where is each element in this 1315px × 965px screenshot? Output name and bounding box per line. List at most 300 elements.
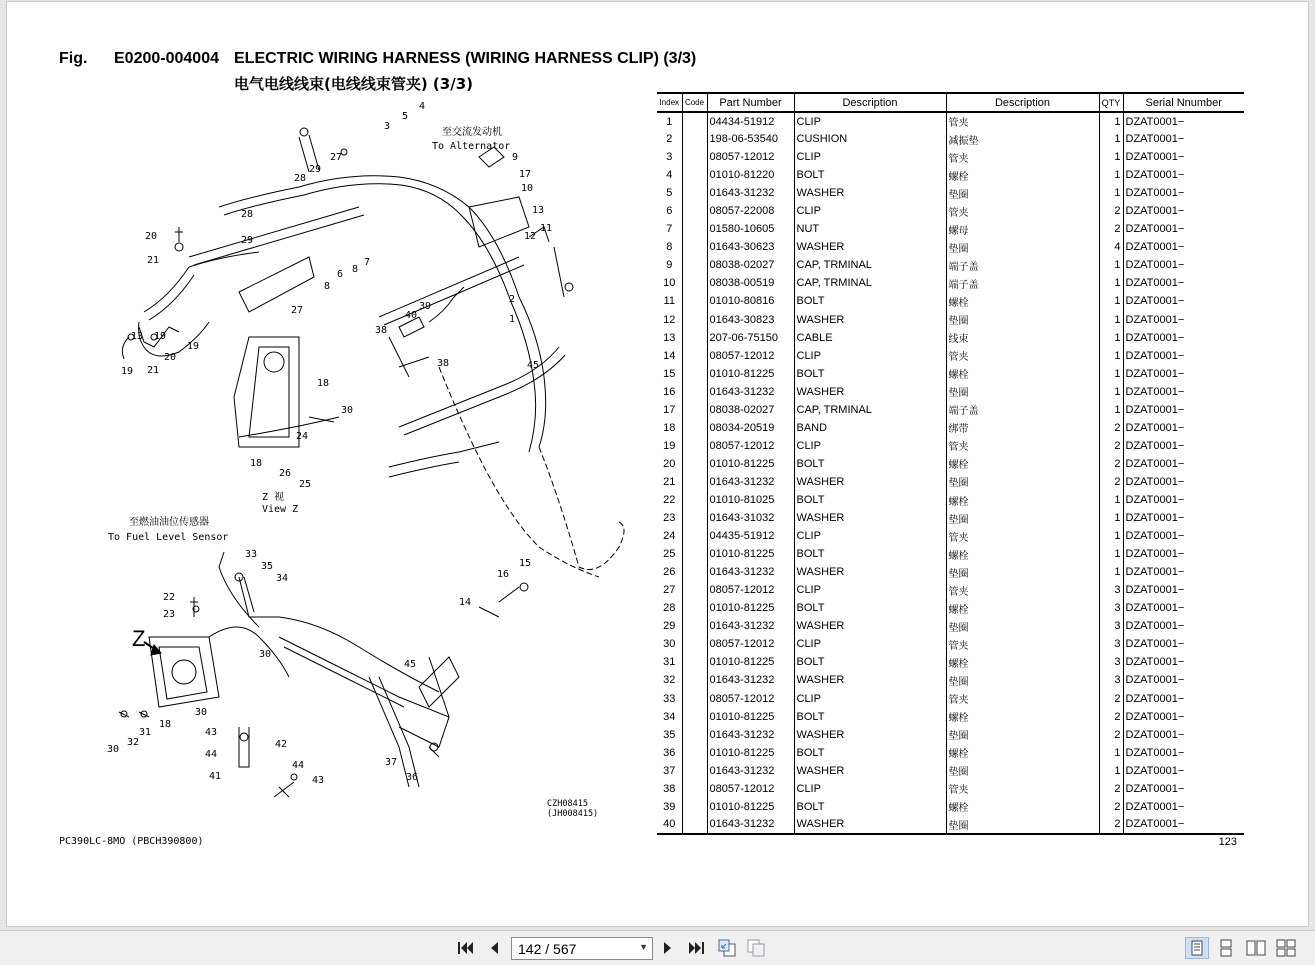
cell-code: [682, 599, 707, 617]
table-row: [657, 365, 1244, 383]
table-row: [657, 653, 1244, 671]
cell-serial: DZAT0001−: [1123, 365, 1244, 383]
cell-index: 15: [663, 367, 676, 380]
svg-text:30: 30: [195, 707, 208, 718]
cell-part-number: 08057-12012: [707, 581, 794, 599]
cell-serial: DZAT0001−: [1123, 581, 1244, 599]
drawing-number: CZH08415 (JH008415): [547, 799, 599, 819]
cell-description: BOLT: [794, 653, 946, 671]
svg-text:16: 16: [497, 569, 510, 580]
cell-index: 35: [663, 728, 676, 741]
cell-index: 7: [666, 223, 673, 236]
cell-description-cn: 螺栓: [946, 653, 1099, 671]
cell-description-cn: 螺栓: [946, 166, 1099, 184]
title-en: ELECTRIC WIRING HARNESS (WIRING HARNESS CLIP) (3/3): [234, 50, 697, 67]
svg-text:33: 33: [245, 549, 258, 560]
cell-description-cn: 垫圈: [946, 617, 1099, 635]
cell-description-cn: 螺栓: [946, 455, 1099, 473]
cell-code: [682, 112, 707, 130]
cell-code: [682, 292, 707, 310]
cell-description-cn: 管夹: [946, 437, 1099, 455]
svg-text:1: 1: [509, 314, 516, 325]
cell-qty: 1: [1099, 311, 1123, 329]
cell-index: 2: [666, 133, 673, 146]
column-header: Description: [794, 93, 946, 112]
cell-qty: 2: [1099, 220, 1123, 238]
svg-text:35: 35: [261, 561, 274, 572]
cell-serial: DZAT0001−: [1123, 509, 1244, 527]
cell-code: [682, 581, 707, 599]
cell-qty: 1: [1099, 329, 1123, 347]
cell-part-number: 01643-31232: [707, 762, 794, 780]
cell-qty: 1: [1099, 347, 1123, 365]
table-body: [657, 112, 1244, 834]
table-row: [657, 166, 1244, 184]
cell-qty: 2: [1099, 690, 1123, 708]
lower-assembly: [119, 552, 528, 797]
cell-code: [682, 780, 707, 798]
cell-part-number: 01010-81225: [707, 798, 794, 816]
page-selector[interactable]: [511, 937, 653, 960]
cell-part-number: 04434-51912: [707, 112, 794, 130]
cell-description: CLIP: [794, 437, 946, 455]
cell-index: 33: [663, 692, 676, 705]
cell-code: [682, 130, 707, 148]
cell-part-number: 01010-81225: [707, 653, 794, 671]
cell-index: 9: [666, 259, 673, 272]
svg-text:13: 13: [131, 331, 144, 342]
cell-serial: DZAT0001−: [1123, 671, 1244, 689]
cell-code: [682, 365, 707, 383]
table-row: [657, 329, 1244, 347]
fig-code: E0200-004004: [114, 50, 219, 67]
cell-serial: DZAT0001−: [1123, 311, 1244, 329]
cell-qty: 1: [1099, 509, 1123, 527]
cell-part-number: 01643-30823: [707, 311, 794, 329]
cell-description: WASHER: [794, 184, 946, 202]
cell-serial: DZAT0001−: [1123, 274, 1244, 292]
cell-description: CLIP: [794, 635, 946, 653]
cell-code: [682, 274, 707, 292]
cell-index: 3: [666, 151, 673, 164]
cell-description-cn: 垫圈: [946, 311, 1099, 329]
cell-part-number: 01643-31032: [707, 509, 794, 527]
cell-part-number: 04435-51912: [707, 527, 794, 545]
cell-part-number: 08057-12012: [707, 635, 794, 653]
cell-serial: DZAT0001−: [1123, 347, 1244, 365]
title-cn: 电气电线线束(电线线束管夹) (3/3): [234, 75, 473, 93]
cell-description: BOLT: [794, 455, 946, 473]
svg-text:8: 8: [352, 264, 359, 275]
cell-code: [682, 220, 707, 238]
cell-description: WASHER: [794, 383, 946, 401]
svg-text:28: 28: [294, 173, 307, 184]
cell-code: [682, 202, 707, 220]
cell-index: 22: [663, 494, 676, 506]
cell-qty: 1: [1099, 112, 1123, 130]
cell-index: 23: [663, 512, 676, 525]
cell-qty: 1: [1099, 292, 1123, 310]
svg-text:18: 18: [159, 719, 172, 730]
svg-text:21: 21: [147, 365, 160, 376]
page-selector-value: 142 / 567: [518, 940, 577, 957]
svg-text:11: 11: [540, 223, 553, 234]
cell-description-cn: 管夹: [946, 635, 1099, 653]
table-row: [657, 780, 1244, 798]
cell-code: [682, 473, 707, 491]
cell-part-number: 08057-12012: [707, 347, 794, 365]
cell-description-cn: 绑带: [946, 419, 1099, 437]
cell-index: 19: [663, 439, 676, 452]
svg-text:42: 42: [275, 739, 288, 750]
cell-part-number: 01643-30623: [707, 238, 794, 256]
svg-text:4: 4: [419, 101, 426, 112]
cell-qty: 1: [1099, 184, 1123, 202]
cell-description-cn: 管夹: [946, 202, 1099, 220]
cell-serial: DZAT0001−: [1123, 184, 1244, 202]
cell-description-cn: 垫圈: [946, 383, 1099, 401]
cell-index: 4: [666, 169, 673, 182]
svg-text:5: 5: [402, 111, 409, 122]
view-z-label: View Z: [262, 504, 299, 515]
cell-code: [682, 238, 707, 256]
table-row: [657, 401, 1244, 419]
cell-serial: DZAT0001−: [1123, 617, 1244, 635]
cell-serial: DZAT0001−: [1123, 292, 1244, 310]
wiring-harness-diagram: [99, 97, 639, 827]
cell-index: 29: [663, 620, 676, 633]
svg-text:30: 30: [341, 405, 354, 416]
cell-serial: DZAT0001−: [1123, 437, 1244, 455]
svg-text:44: 44: [205, 749, 218, 760]
svg-text:27: 27: [291, 305, 304, 316]
svg-text:13: 13: [532, 205, 545, 216]
cell-serial: DZAT0001−: [1123, 563, 1244, 581]
cell-description-cn: 螺栓: [946, 292, 1099, 310]
cell-description: CAP, TRMINAL: [794, 401, 946, 419]
cell-part-number: 08038-02027: [707, 401, 794, 419]
cell-qty: 2: [1099, 780, 1123, 798]
cell-description: BOLT: [794, 365, 946, 383]
svg-text:20: 20: [164, 352, 177, 363]
svg-text:6: 6: [337, 269, 344, 280]
middle-mechanism: [234, 317, 429, 447]
cell-description: NUT: [794, 220, 946, 238]
cell-index: 20: [663, 457, 676, 470]
cell-qty: 3: [1099, 581, 1123, 599]
cell-description: BOLT: [794, 292, 946, 310]
svg-text:36: 36: [406, 772, 419, 783]
svg-text:12: 12: [524, 231, 537, 242]
cell-description: WASHER: [794, 509, 946, 527]
cell-qty: 1: [1099, 744, 1123, 762]
cell-part-number: 198-06-53540: [707, 130, 794, 148]
cell-description: WASHER: [794, 617, 946, 635]
svg-text:8: 8: [324, 281, 331, 292]
cell-serial: DZAT0001−: [1123, 653, 1244, 671]
svg-text:23: 23: [163, 609, 176, 620]
svg-text:38: 38: [375, 325, 388, 336]
cell-description-cn: 垫圈: [946, 816, 1099, 834]
table-row: [657, 527, 1244, 545]
svg-text:28: 28: [241, 209, 254, 220]
cell-index: 38: [663, 782, 676, 795]
cell-qty: 1: [1099, 401, 1123, 419]
cell-description-cn: 螺栓: [946, 365, 1099, 383]
svg-text:34: 34: [276, 573, 289, 584]
cell-qty: 2: [1099, 437, 1123, 455]
last-page-icon[interactable]: [685, 937, 707, 959]
cell-code: [682, 166, 707, 184]
cell-serial: DZAT0001−: [1123, 816, 1244, 834]
cell-index: 28: [663, 602, 676, 615]
cell-description: BOLT: [794, 545, 946, 563]
cell-serial: DZAT0001−: [1123, 455, 1244, 473]
cell-code: [682, 545, 707, 563]
cell-serial: DZAT0001−: [1123, 744, 1244, 762]
cell-qty: 1: [1099, 545, 1123, 563]
table-row: [657, 726, 1244, 744]
view-z-cn-label: Z 视: [262, 492, 285, 503]
cell-qty: 1: [1099, 148, 1123, 166]
cell-qty: 1: [1099, 491, 1123, 509]
cell-description: WASHER: [794, 816, 946, 834]
cell-serial: DZAT0001−: [1123, 798, 1244, 816]
cell-qty: 2: [1099, 798, 1123, 816]
cell-description: BOLT: [794, 491, 946, 509]
cell-description: WASHER: [794, 726, 946, 744]
cell-serial: DZAT0001−: [1123, 256, 1244, 274]
cell-serial: DZAT0001−: [1123, 599, 1244, 617]
cell-part-number: 01010-81225: [707, 599, 794, 617]
table-row: [657, 238, 1244, 256]
svg-text:10: 10: [521, 183, 534, 194]
svg-text:20: 20: [145, 231, 158, 242]
cell-qty: 1: [1099, 130, 1123, 148]
table-row: [657, 274, 1244, 292]
cell-part-number: 08057-12012: [707, 690, 794, 708]
cell-description-cn: 管夹: [946, 148, 1099, 166]
cell-index: 12: [663, 313, 676, 326]
table-row: [657, 311, 1244, 329]
cell-serial: DZAT0001−: [1123, 202, 1244, 220]
cell-qty: 1: [1099, 365, 1123, 383]
svg-text:32: 32: [127, 737, 140, 748]
cell-qty: 1: [1099, 563, 1123, 581]
table-row: [657, 563, 1244, 581]
svg-text:30: 30: [107, 744, 120, 755]
cell-qty: 3: [1099, 635, 1123, 653]
cell-index: 27: [663, 584, 676, 597]
cell-qty: 2: [1099, 473, 1123, 491]
svg-text:21: 21: [147, 255, 160, 266]
cell-qty: 1: [1099, 256, 1123, 274]
svg-text:3: 3: [384, 121, 391, 132]
cell-index: 30: [663, 638, 676, 651]
cell-serial: DZAT0001−: [1123, 708, 1244, 726]
chevron-down-icon[interactable]: ▼: [639, 942, 648, 952]
cell-description: BOLT: [794, 708, 946, 726]
cell-index: 17: [663, 403, 676, 416]
table-row: [657, 690, 1244, 708]
cell-index: 5: [666, 187, 673, 200]
svg-text:18: 18: [317, 378, 330, 389]
cell-part-number: 08034-20519: [707, 419, 794, 437]
table-row: [657, 744, 1244, 762]
table-row: [657, 383, 1244, 401]
table-row: [657, 202, 1244, 220]
cell-serial: DZAT0001−: [1123, 329, 1244, 347]
cell-code: [682, 509, 707, 527]
cell-part-number: 01010-81225: [707, 365, 794, 383]
cell-description: WASHER: [794, 563, 946, 581]
cell-description-cn: 管夹: [946, 112, 1099, 130]
cell-index: 18: [663, 421, 676, 434]
cell-part-number: 01643-31232: [707, 671, 794, 689]
svg-text:24: 24: [296, 431, 309, 442]
cell-description: WASHER: [794, 473, 946, 491]
table-row: [657, 112, 1244, 130]
cell-serial: DZAT0001−: [1123, 690, 1244, 708]
cell-serial: DZAT0001−: [1123, 130, 1244, 148]
cell-index: 16: [663, 385, 676, 398]
cell-index: 34: [663, 710, 676, 723]
parts-table: [657, 92, 1244, 835]
cell-description-cn: 螺栓: [946, 599, 1099, 617]
svg-text:39: 39: [419, 301, 432, 312]
cell-serial: DZAT0001−: [1123, 238, 1244, 256]
cell-description-cn: 螺栓: [946, 708, 1099, 726]
cell-part-number: 01643-31232: [707, 816, 794, 834]
cell-index: 24: [663, 530, 676, 543]
table-row: [657, 473, 1244, 491]
table-row: [657, 635, 1244, 653]
go-forward-view-icon[interactable]: [745, 937, 767, 959]
cell-qty: 2: [1099, 708, 1123, 726]
column-header: Index: [657, 93, 682, 112]
continuous-view-icon[interactable]: [1214, 937, 1238, 959]
single-page-view-icon[interactable]: [1185, 937, 1209, 959]
cell-description-cn: 螺栓: [946, 545, 1099, 563]
cell-code: [682, 148, 707, 166]
cell-code: [682, 617, 707, 635]
cell-part-number: 01643-31232: [707, 617, 794, 635]
table-row: [657, 798, 1244, 816]
svg-text:19: 19: [121, 366, 134, 377]
cell-description: WASHER: [794, 238, 946, 256]
prev-page-icon[interactable]: [483, 937, 505, 959]
cell-description-cn: 线束: [946, 329, 1099, 347]
model-footer: PC390LC-8MO (PBCH390800): [59, 836, 204, 847]
cell-code: [682, 455, 707, 473]
cell-index: 37: [663, 764, 676, 777]
cell-code: [682, 671, 707, 689]
cell-index: 25: [663, 548, 676, 561]
cell-code: [682, 563, 707, 581]
cell-qty: 3: [1099, 599, 1123, 617]
cell-code: [682, 184, 707, 202]
cell-serial: DZAT0001−: [1123, 419, 1244, 437]
to-alternator-cn-label: 至交流发动机: [442, 127, 502, 138]
cell-part-number: 08057-12012: [707, 780, 794, 798]
cell-qty: 1: [1099, 383, 1123, 401]
cell-part-number: 08057-22008: [707, 202, 794, 220]
svg-text:19: 19: [187, 341, 200, 352]
cell-part-number: 01010-81225: [707, 545, 794, 563]
viewer-toolbar: [0, 930, 1315, 965]
cell-description-cn: 螺母: [946, 220, 1099, 238]
table-row: [657, 599, 1244, 617]
cell-qty: 3: [1099, 653, 1123, 671]
cell-index: 10: [663, 277, 676, 290]
cell-index: 40: [657, 816, 682, 834]
cell-code: [682, 437, 707, 455]
cell-part-number: 01643-31232: [707, 563, 794, 581]
cell-qty: 1: [1099, 762, 1123, 780]
svg-text:9: 9: [512, 152, 519, 163]
cell-description-cn: 垫圈: [946, 563, 1099, 581]
facing-view-icon[interactable]: [1244, 937, 1268, 959]
cell-part-number: 01010-81225: [707, 744, 794, 762]
cell-description: CLIP: [794, 202, 946, 220]
cell-code: [682, 329, 707, 347]
cell-description: WASHER: [794, 671, 946, 689]
cell-index: 8: [666, 241, 673, 254]
cell-part-number: 01010-81225: [707, 708, 794, 726]
table-row: [657, 292, 1244, 310]
cell-description-cn: 端子盖: [946, 274, 1099, 292]
cell-code: [682, 256, 707, 274]
cell-qty: 3: [1099, 671, 1123, 689]
cell-serial: DZAT0001−: [1123, 473, 1244, 491]
cell-part-number: 01010-81220: [707, 166, 794, 184]
cell-part-number: 01643-31232: [707, 726, 794, 744]
svg-text:15: 15: [519, 558, 532, 569]
first-page-icon[interactable]: [455, 937, 477, 959]
svg-text:45: 45: [404, 659, 417, 670]
cell-index: 6: [666, 205, 673, 218]
cell-serial: DZAT0001−: [1123, 166, 1244, 184]
cell-description: CLIP: [794, 581, 946, 599]
cell-serial: DZAT0001−: [1123, 780, 1244, 798]
go-back-view-icon[interactable]: [716, 937, 738, 959]
svg-text:17: 17: [519, 169, 532, 180]
table-row: [657, 256, 1244, 274]
cell-index: 32: [663, 674, 676, 687]
table-row: [657, 545, 1244, 563]
column-header: Code: [682, 93, 707, 112]
cell-description: WASHER: [794, 311, 946, 329]
cell-serial: DZAT0001−: [1123, 220, 1244, 238]
svg-text:38: 38: [437, 358, 450, 369]
table-row: [657, 437, 1244, 455]
cell-description-cn: 管夹: [946, 581, 1099, 599]
cell-code: [682, 690, 707, 708]
table-row: [657, 581, 1244, 599]
svg-text:29: 29: [241, 235, 254, 246]
cell-description: CLIP: [794, 527, 946, 545]
continuous-facing-view-icon[interactable]: [1274, 937, 1298, 959]
cell-qty: 2: [1099, 455, 1123, 473]
to-alternator-label: To Alternator: [432, 141, 511, 152]
table-row: [657, 509, 1244, 527]
cell-code: [682, 527, 707, 545]
next-page-icon[interactable]: [657, 937, 679, 959]
cell-description-cn: 垫圈: [946, 671, 1099, 689]
cell-part-number: 01580-10605: [707, 220, 794, 238]
svg-text:40: 40: [405, 310, 418, 321]
cell-description: BOLT: [794, 166, 946, 184]
